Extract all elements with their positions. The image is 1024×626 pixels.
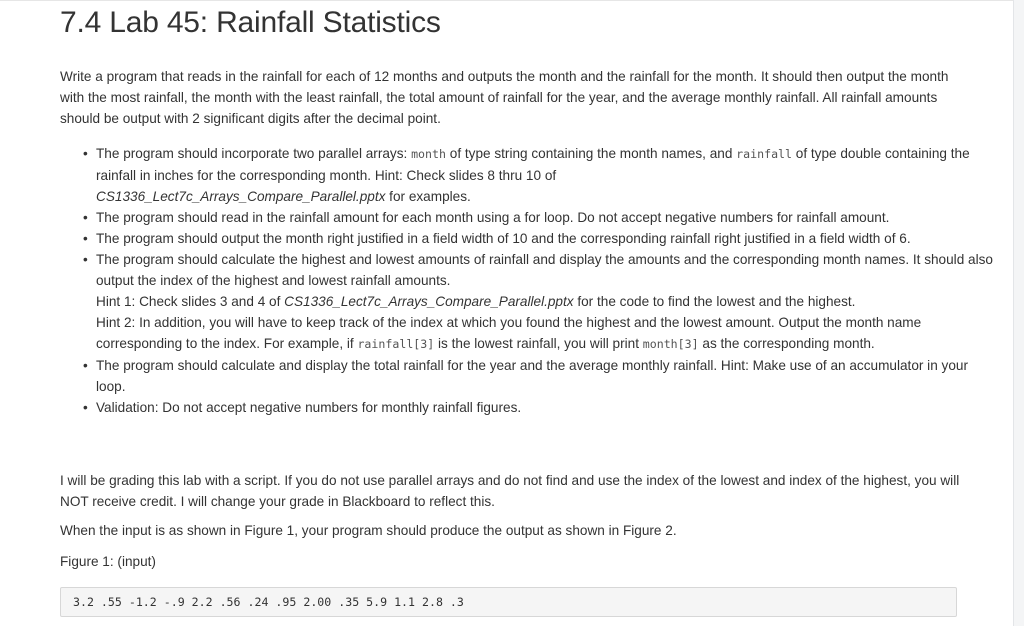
list-item [96,228,994,249]
requirements-list [60,143,994,418]
file-name: CS1336_Lect7c_Arrays_Compare_Parallel.pptx [284,294,574,309]
figure-1-input-box: 3.2 .55 -1.2 -.9 2.2 .56 .24 .95 2.00 .35 5.9 1.1 2.8 .3 [60,587,957,617]
hint2-text: Hint 2: In addition, you will have to keep track of the index at which you found the highest and the lowest amount. Output the month name corresponding to the index. For example, if [96,315,922,351]
list-item [96,143,994,207]
req-text: The program should output the month right justified in a field width of 10 and the corresponding rainfall right justified in a field width of 6. [96,231,911,246]
req-text: of type string containing the month names, and [445,146,737,161]
file-name: CS1336_Lect7c_Arrays_Compare_Parallel.pptx [96,189,386,204]
req-text: The program should calculate the highest and lowest amounts of rainfall and display the amounts and the corresponding month names. It should also output the index of the highest and lowest rainfall amounts. [96,252,993,288]
figure-1-caption: Figure 1: (input) [60,554,156,569]
grading-paragraph: I will be grading this lab with a script. If you do not use parallel arrays and do not find and use the index of the lowest and index of the highest, you will NOT receive credit. I will change your grade in Blackboard to reflect this. [60,473,960,509]
code-month: month [411,147,446,161]
hint1-text: Hint 1: Check slides 3 and 4 of [96,294,285,309]
code-rainfall-index: rainfall[3] [357,337,435,351]
hint2-text: as the corresponding month. [698,336,875,351]
req-text: The program should incorporate two parallel arrays: [96,146,412,161]
code-month-index: month[3] [642,337,699,351]
req-text: The program should read in the rainfall amount for each month using a for loop. Do not accept negative numbers for rainfall amount. [96,210,890,225]
intro-paragraph: Write a program that reads in the rainfall for each of 12 months and outputs the month and the rainfall for the month. It should then output the month with the most rainfall, the month with the least rainfall, the total amount of rainfall for the year, and the average monthly rainfall. All rainfall amounts should be output with 2 significant digits after the decimal point. [60,69,949,126]
page-title: 7.4 Lab 45: Rainfall Statistics [60,6,441,39]
code-rainfall: rainfall [736,147,793,161]
req-text: Validation: Do not accept negative numbers for monthly rainfall figures. [96,400,522,415]
when-input-paragraph: When the input is as shown in Figure 1, your program should produce the output as shown in Figure 2. [60,523,677,538]
req-text: for examples. [385,189,471,204]
list-item [96,249,994,355]
list-item [96,355,994,397]
top-divider [0,0,1014,1]
hint1-text: for the code to find the lowest and the highest. [573,294,856,309]
hint2-text: is the lowest rainfall, you will print [434,336,643,351]
list-item [96,207,994,228]
list-item [96,397,994,418]
req-text: The program should calculate and display the total rainfall for the year and the average monthly rainfall. Hint: Make use of an accumulator in your loop. [96,358,968,394]
scrollbar-track[interactable] [1013,0,1024,626]
req-text: of type double containing the rainfall in inches for the corresponding month. Hint: Check slides 8 thru 10 of [96,146,970,183]
